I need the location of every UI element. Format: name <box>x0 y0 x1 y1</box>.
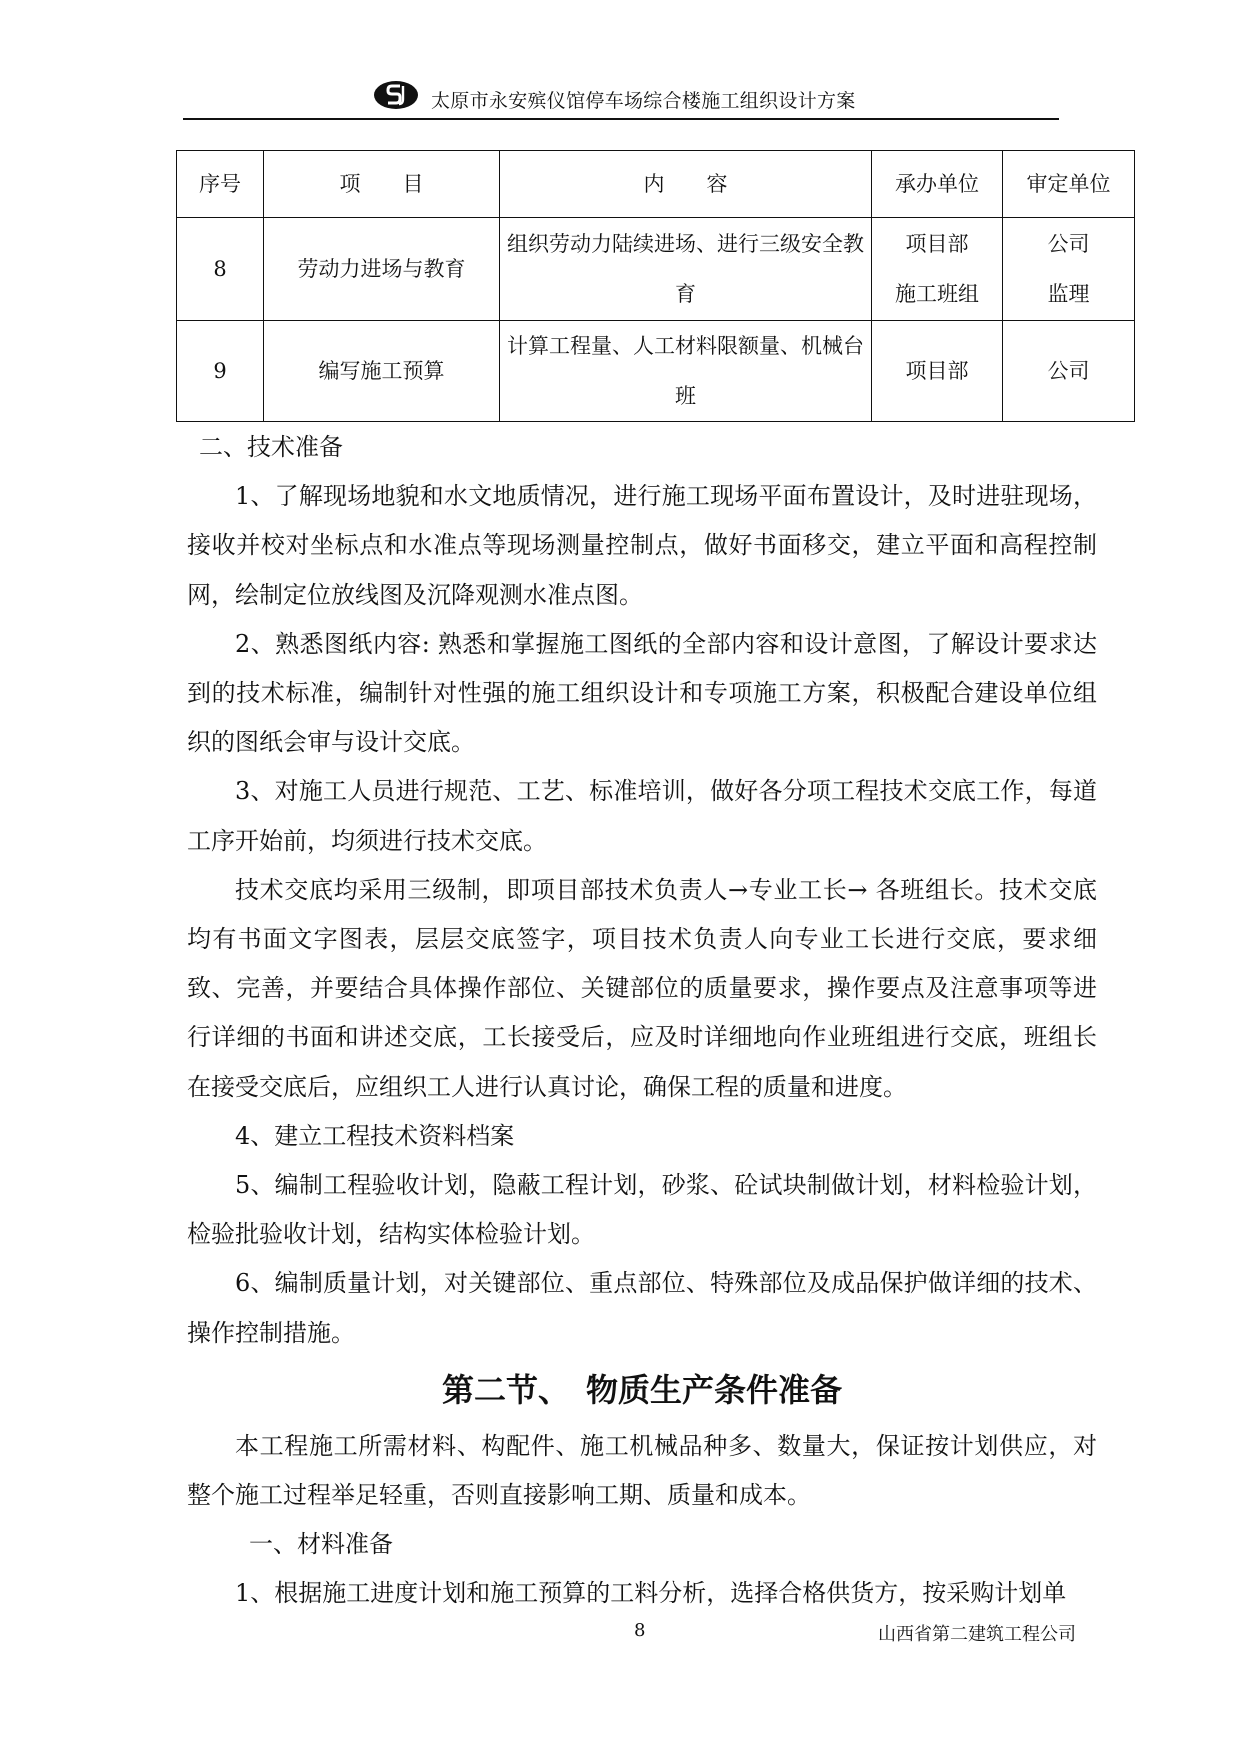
paragraph: 3、对施工人员进行规范、工艺、标准培训，做好各分项工程技术交底工作，每道工序开始前，均须进行技术交底。 <box>187 777 1097 855</box>
company-logo-icon <box>373 80 419 110</box>
cell-content-line: 班 <box>675 384 696 408</box>
cell-content <box>500 321 872 422</box>
cell-approver-line: 公司 <box>1047 232 1090 256</box>
col-header-content: 内 容 <box>500 151 872 218</box>
body-content <box>187 423 1097 1619</box>
paragraph: 1、了解现场地貌和水文地质情况，进行施工现场平面布置设计，及时进驻现场，接收并校对坐标点和水准点等现场测量控制点，做好书面移交，建立平面和高程控制网，绘制定位放线图及沉降观测水准点图。 <box>187 482 1097 609</box>
sub-heading-material: 一、材料准备 <box>249 1530 393 1559</box>
cell-content-line: 育 <box>675 282 696 306</box>
page-header <box>183 76 1059 120</box>
page-number: 8 <box>634 1620 646 1641</box>
footer-company: 山西省第二建筑工程公司 <box>878 1624 1076 1645</box>
section-title: 第二节、 物质生产条件准备 <box>441 1370 842 1409</box>
col-header-no: 序号 <box>177 151 264 218</box>
cell-approver-line: 监理 <box>1047 282 1090 306</box>
cell-undertaker-line: 施工班组 <box>895 282 979 306</box>
cell-no: 9 <box>177 321 264 422</box>
cell-undertaker-line: 项目部 <box>905 232 969 256</box>
paragraph: 4、建立工程技术资料档案 <box>235 1121 515 1150</box>
col-header-approver: 审定单位 <box>1003 151 1135 218</box>
col-header-undertaker: 承办单位 <box>872 151 1003 218</box>
cell-content-line: 计算工程量、人工材料限额量、机械台 <box>507 334 864 358</box>
sub-heading-tech: 二、技术准备 <box>199 433 343 461</box>
cell-content <box>500 218 872 321</box>
preparation-table <box>176 150 1135 422</box>
table-header-row <box>177 151 1135 218</box>
paragraph: 6、编制质量计划，对关键部位、重点部位、特殊部位及成品保护做详细的技术、操作控制措施。 <box>187 1269 1097 1347</box>
paragraph: 5、编制工程验收计划，隐蔽工程计划，砂浆、砼试块制做计划，材料检验计划，检验批验收计划，结构实体检验计划。 <box>187 1171 1097 1249</box>
paragraph: 技术交底均采用三级制，即项目部技术负责人→专业工长→ 各班组长。技术交底均有书面文字图表，层层交底签字，项目技术负责人向专业工长进行交底，要求细致、完善，并要结合具体操作部位、关键部位的质量要求，操作要点及注意事项等进行详细的书面和讲述交底，工长接受后，应及时详细地向作业班组进行交底，班组长在接受交底后，应组织工人进行认真讨论，确保工程的质量和进度。 <box>187 875 1097 1101</box>
col-header-item: 项 目 <box>264 151 500 218</box>
cell-item: 编写施工预算 <box>264 321 500 422</box>
cell-undertaker: 项目部 <box>872 321 1003 422</box>
table-row <box>177 218 1135 321</box>
cell-no: 8 <box>177 218 264 321</box>
header-title: 太原市永安殡仪馆停车场综合楼施工组织设计方案 <box>431 90 856 112</box>
paragraph: 本工程施工所需材料、构配件、施工机械品种多、数量大，保证按计划供应，对整个施工过程举足轻重，否则直接影响工期、质量和成本。 <box>187 1431 1097 1510</box>
table-row <box>177 321 1135 422</box>
paragraph: 1、根据施工进度计划和施工预算的工料分析，选择合格供货方，按采购计划单 <box>235 1579 1067 1608</box>
cell-approver <box>1003 218 1135 321</box>
cell-item: 劳动力进场与教育 <box>264 218 500 321</box>
cell-content-line: 组织劳动力陆续进场、进行三级安全教 <box>507 232 864 256</box>
paragraph: 2、熟悉图纸内容: 熟悉和掌握施工图纸的全部内容和设计意图，了解设计要求达到的技术标准，编制针对性强的施工组织设计和专项施工方案，积极配合建设单位组织的图纸会审与设计交底。 <box>187 629 1097 757</box>
cell-approver: 公司 <box>1003 321 1135 422</box>
cell-undertaker <box>872 218 1003 321</box>
